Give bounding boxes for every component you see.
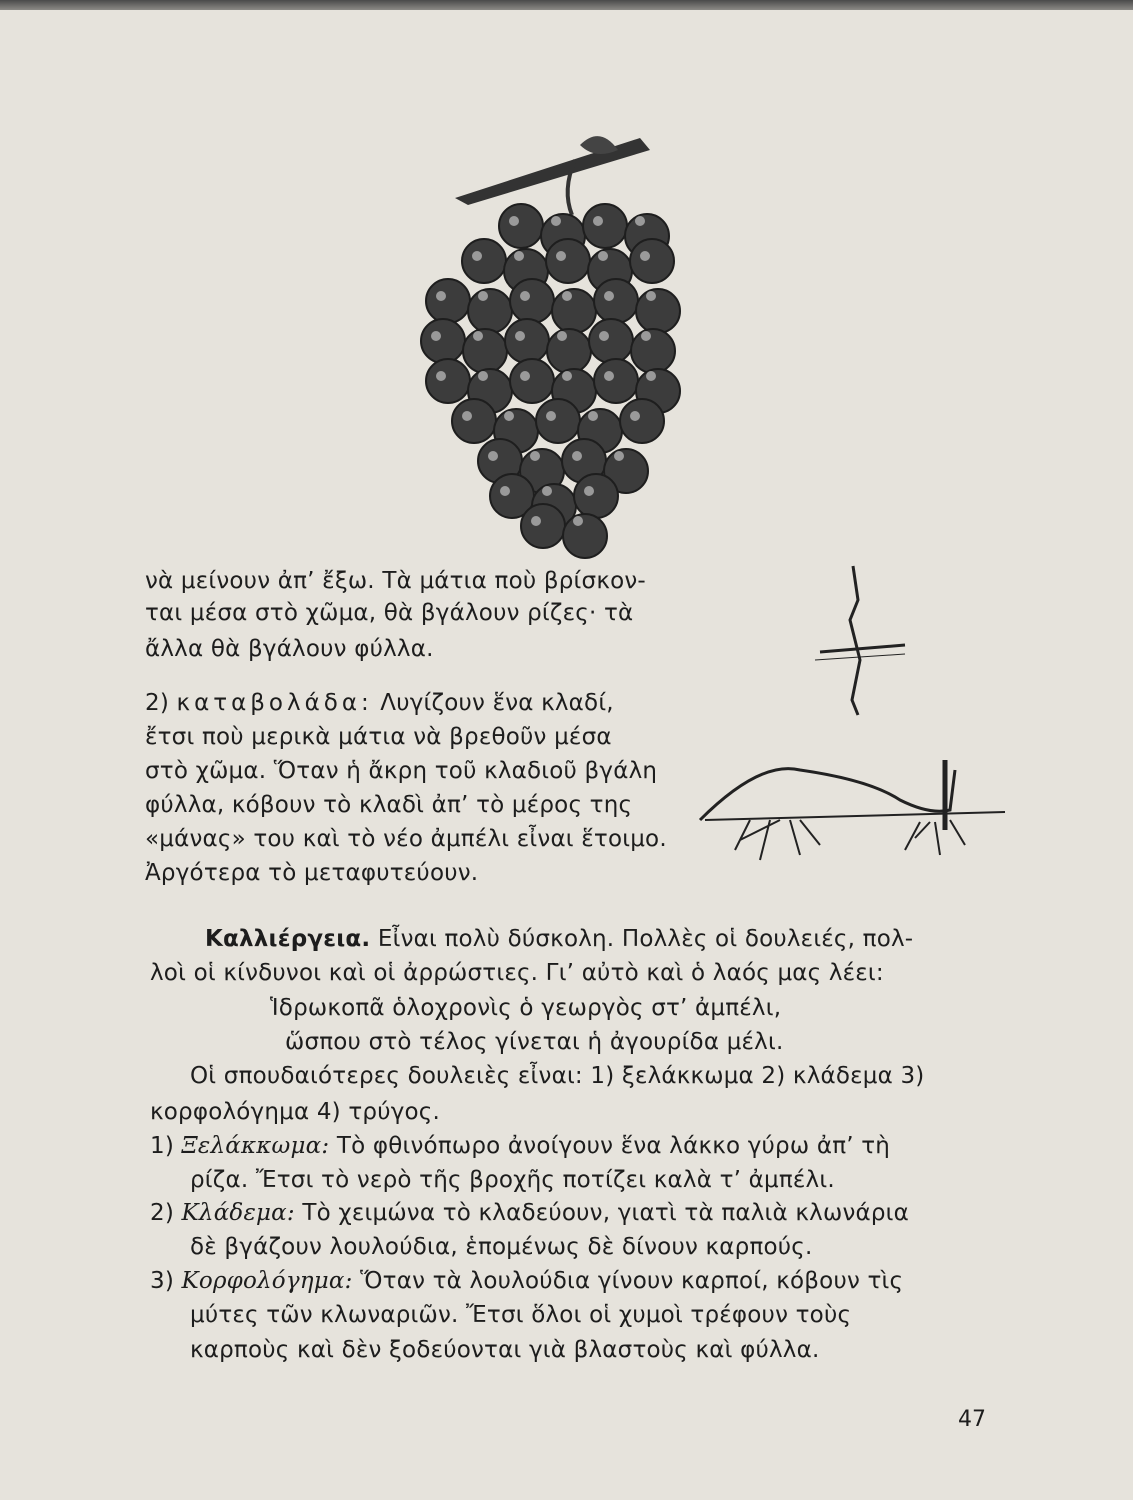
- text-line: μύτες τῶν κλωναριῶν. Ἔτσι ὅλοι οἱ χυμοὶ τρέφουν τοὺς: [190, 1302, 852, 1328]
- page-number: 47: [958, 1407, 986, 1432]
- item-number: 1): [150, 1133, 175, 1159]
- text-line: φύλλα, κόβουν τὸ κλαδὶ ἀπ’ τὸ μέρος της: [145, 792, 633, 818]
- text-line: στὸ χῶμα. Ὅταν ἡ ἄκρη τοῦ κλαδιοῦ βγάλη: [145, 758, 658, 784]
- saying-line: Ἱδρωκοπᾶ ὁλοχρονὶς ὁ γεωργὸς στ’ ἀμπέλι,: [270, 995, 782, 1021]
- text-fragment: Τὸ φθινόπωρο ἀνοίγουν ἕνα λάκκο γύρω ἀπ’ τὴ: [336, 1133, 891, 1159]
- text-line: ρίζα. Ἔτσι τὸ νερὸ τῆς βροχῆς ποτίζει καλὰ τ’ ἀμπέλι.: [190, 1167, 835, 1193]
- item-number: 2): [145, 690, 170, 716]
- text-line: «μάνας» του καὶ τὸ νέο ἀμπέλι εἶναι ἕτοιμο.: [145, 826, 667, 852]
- work-item-kladema: [150, 1198, 909, 1228]
- text-line: ἔτσι ποὺ μερικὰ μάτια νὰ βρεθοῦν μέσα: [145, 724, 612, 750]
- item-term: Ξελάκκωμα:: [181, 1133, 330, 1159]
- text-fragment: Τὸ χειμώνα τὸ κλαδεύουν, γιατὶ τὰ παλιὰ κλωνάρια: [302, 1200, 909, 1226]
- text-line: νὰ μείνουν ἀπ’ ἔξω. Τὰ μάτια ποὺ βρίσκον-: [145, 568, 646, 594]
- text-line: κορφολόγημα 4) τρύγος.: [150, 1099, 441, 1125]
- text-line: δὲ βγάζουν λουλούδια, ἑπομένως δὲ δίνουν καρπούς.: [190, 1234, 813, 1260]
- item-term: Κορφολόγημα:: [181, 1268, 353, 1294]
- saying-line: ὥσπου στὸ τέλος γίνεται ἡ ἀγουρίδα μέλι.: [285, 1029, 784, 1055]
- text-line: καρποὺς καὶ δὲν ξοδεύονται γιὰ βλαστοὺς καὶ φύλλα.: [190, 1337, 820, 1363]
- work-item-korfologima: [150, 1266, 903, 1296]
- text-fragment: Εἶναι πολὺ δύσκολη. Πολλὲς οἱ δουλειές, πολ-: [377, 926, 914, 952]
- text-line: Ἀργότερα τὸ μεταφυτεύουν.: [145, 860, 479, 886]
- text-fragment: Λυγίζουν ἕνα κλαδί,: [380, 690, 614, 716]
- item-term: Κλάδεμα:: [181, 1200, 295, 1226]
- text-line: λοὶ οἱ κίνδυνοι καὶ οἱ ἀρρώστιες. Γι’ αὐτὸ καὶ ὁ λαός μας λέει:: [150, 960, 884, 986]
- katavolada-first-line: [145, 688, 614, 718]
- work-item-xelakkoma: [150, 1131, 890, 1161]
- text-line: ἄλλα θὰ βγάλουν φύλλα.: [145, 636, 434, 662]
- item-number: 3): [150, 1268, 175, 1294]
- cultivation-first-line: [205, 924, 913, 954]
- cultivation-heading: Καλλιέργεια.: [205, 926, 371, 952]
- text-fragment: Ὅταν τὰ λουλούδια γίνουν καρποί, κόβουν τὶς: [360, 1268, 904, 1294]
- item-number: 2): [150, 1200, 175, 1226]
- text-line: ται μέσα στὸ χῶμα, θὰ βγάλουν ρίζες· τὰ: [145, 600, 634, 626]
- text-line: Οἱ σπουδαιότερες δουλειὲς εἶναι: 1) ξελάκκωμα 2) κλάδεμα 3): [190, 1063, 925, 1089]
- katavolada-term: καταβολάδα:: [176, 690, 373, 716]
